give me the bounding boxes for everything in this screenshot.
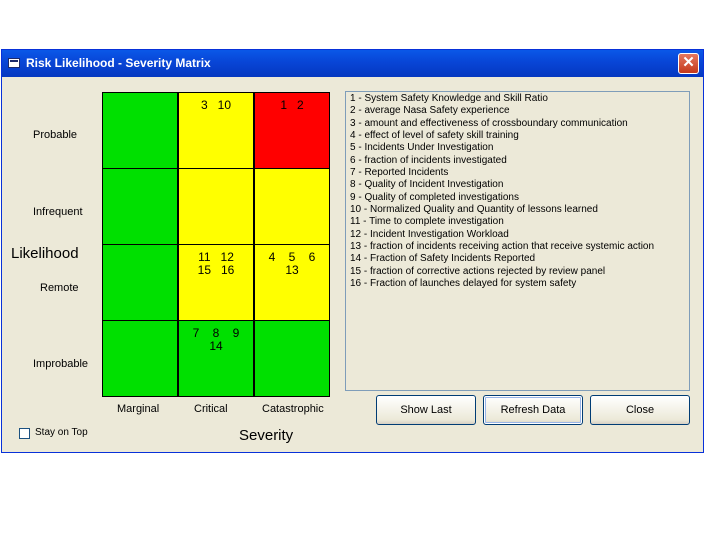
legend-item: 13 - fraction of incidents receiving action that receive systemic action [350, 241, 655, 253]
legend-item: 6 - fraction of incidents investigated [350, 154, 507, 166]
window-title: Risk Likelihood - Severity Matrix [26, 56, 211, 70]
matrix-cell-remote-marginal [102, 244, 178, 321]
likelihood-label-probable: Probable [33, 129, 78, 141]
matrix-cell-infrequent-critical [178, 168, 254, 245]
app-window-icon [8, 58, 20, 68]
legend-item: 12 - Incident Investigation Workload [350, 228, 509, 240]
matrix-cell-improbable-marginal [102, 320, 178, 397]
legend-item: 5 - Incidents Under Investigation [350, 142, 494, 154]
legend-item: 7 - Reported Incidents [350, 167, 449, 179]
legend-item: 9 - Quality of completed investigations [350, 191, 519, 203]
legend-item: 14 - Fraction of Safety Incidents Reported [350, 253, 536, 265]
cell-items: 7 8 9 14 [192, 326, 240, 353]
show-last-button[interactable]: Show Last [376, 395, 476, 425]
severity-label-critical: Critical [194, 403, 228, 415]
legend-item: 3 - amount and effectiveness of crossboundary communication [350, 117, 628, 129]
matrix-cell-improbable-critical [178, 320, 254, 397]
stay-on-top-checkbox[interactable] [19, 428, 30, 439]
legend-item: 4 - effect of level of safety skill training [350, 130, 519, 142]
matrix-cell-infrequent-catastrophic [254, 168, 330, 245]
factor-legend-list[interactable] [345, 91, 690, 391]
matrix-cell-infrequent-marginal [102, 168, 178, 245]
legend-item: 10 - Normalized Quality and Quantity of lessons learned [350, 204, 598, 216]
legend-item: 8 - Quality of Incident Investigation [350, 179, 504, 191]
matrix-cell-remote-catastrophic [254, 244, 330, 321]
severity-label-marginal: Marginal [117, 403, 160, 415]
likelihood-axis-title: Likelihood [11, 245, 79, 262]
refresh-data-button[interactable]: Refresh Data [483, 395, 583, 425]
matrix-cell-probable-marginal [102, 92, 178, 169]
legend-item: 16 - Fraction of launches delayed for system safety [350, 278, 577, 290]
legend-item: 11 - Time to complete investigation [350, 216, 504, 228]
matrix-cell-remote-critical [178, 244, 254, 321]
risk-matrix-grid [102, 92, 332, 423]
severity-label-catastrophic: Catastrophic [262, 403, 324, 415]
window-close-button[interactable]: ✕ [678, 53, 699, 74]
matrix-cell-improbable-catastrophic [254, 320, 330, 397]
likelihood-label-infrequent: Infrequent [33, 206, 83, 218]
legend-item: 1 - System Safety Knowledge and Skill Ratio [350, 93, 548, 104]
stay-on-top-label[interactable]: Stay on Top [35, 427, 88, 438]
cell-items: 1 2 [280, 98, 304, 112]
legend-item: 2 - average Nasa Safety experience [350, 105, 510, 117]
matrix-cell-probable-critical [178, 92, 254, 169]
cell-items: 4 5 6 13 [268, 250, 316, 277]
cell-items: 3 10 [200, 98, 232, 112]
likelihood-label-improbable: Improbable [33, 358, 89, 370]
legend-item: 15 - fraction of corrective actions rejected by review panel [350, 265, 606, 277]
likelihood-label-remote: Remote [40, 282, 79, 294]
title-bar[interactable] [2, 50, 703, 77]
severity-axis-title: Severity [239, 427, 294, 444]
close-button[interactable]: Close [590, 395, 690, 425]
matrix-cell-probable-catastrophic [254, 92, 330, 169]
cell-items: 11 12 15 16 [197, 250, 235, 277]
